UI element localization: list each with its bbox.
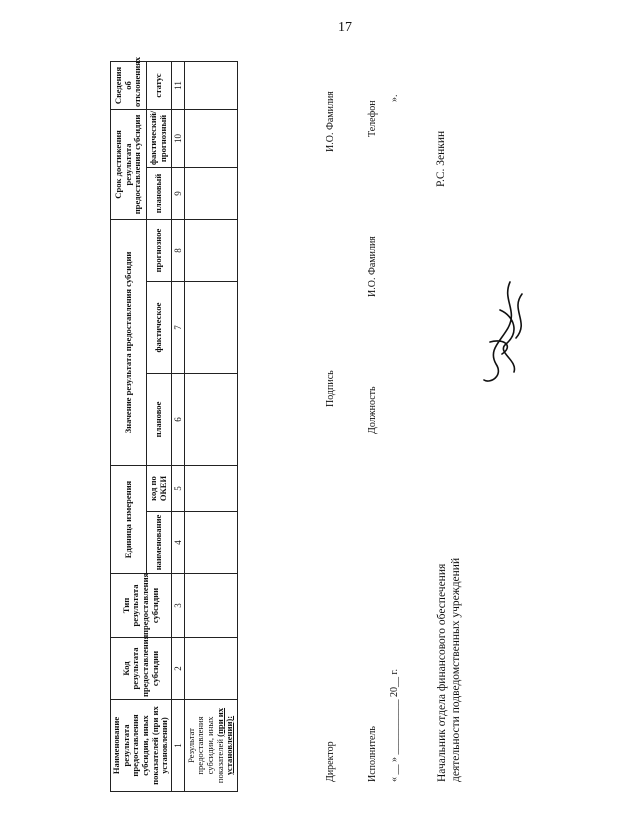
table-cell: [184, 512, 237, 574]
table-row: [184, 61, 237, 791]
column-number-row: [171, 61, 184, 791]
col-number: 11: [171, 61, 184, 109]
phone-label: Телефон: [367, 100, 378, 137]
executor-label: Исполнитель: [367, 726, 378, 782]
table-cell: [184, 282, 237, 374]
header-term: Срок достижения результата предоставления субсидии: [111, 109, 147, 219]
result-row-label-tail: (при их установлении):: [214, 707, 235, 776]
table-cell: [184, 220, 237, 282]
header-value-plan: плановое: [146, 374, 171, 466]
director-name: И.О. Фамилия: [325, 91, 336, 152]
date-year: 20: [389, 687, 400, 697]
header-unit: Единица измерения: [111, 466, 147, 574]
date-suffix: г.: [389, 669, 400, 675]
results-table-wrapper: [110, 56, 310, 792]
page-number: 17: [338, 20, 352, 35]
table-cell: [184, 574, 237, 638]
col-number: 9: [171, 168, 184, 220]
executor-name: И.О. Фамилия: [367, 236, 378, 297]
col-number: 3: [171, 574, 184, 638]
header-code: Код результата предоставления субсидии: [111, 638, 172, 700]
table-cell: [184, 168, 237, 220]
date-line: « __ » ___________ 20__ г.: [389, 669, 400, 782]
result-row-label-main: Результат предоставления субсидии, иных показателей: [185, 716, 225, 784]
table-cell: [184, 466, 237, 512]
header-value-forecast: прогнозное: [146, 220, 171, 282]
col-number: 2: [171, 638, 184, 700]
result-row-label: [184, 700, 237, 792]
col-number: 8: [171, 220, 184, 282]
close-quote: ».: [389, 94, 400, 102]
head-title: Начальник отдела финансового обеспечения деятельности подведомственных учреждений: [436, 557, 463, 782]
results-table: [110, 56, 238, 792]
header-deviation-status: статус: [146, 61, 171, 109]
signature-label: Подпись: [325, 370, 336, 407]
header-value: Значение результата предоставления субсидии: [111, 220, 147, 466]
date-open: «: [389, 777, 400, 782]
col-number: 5: [171, 466, 184, 512]
col-number: 10: [171, 109, 184, 167]
handwritten-signature: [470, 280, 540, 390]
header-value-fact: фактическое: [146, 282, 171, 374]
header-deviation: Сведения об отклонениях: [111, 61, 147, 109]
table-cell: [184, 109, 237, 167]
director-label: Директор: [325, 741, 336, 782]
signature-block: [325, 62, 525, 792]
col-number: 1: [171, 700, 184, 792]
table-cell: [184, 374, 237, 466]
table-cell: [184, 61, 237, 109]
col-number: 7: [171, 282, 184, 374]
header-unit-okei: код по ОКЕИ: [146, 466, 171, 512]
header-term-plan: плановый: [146, 168, 171, 220]
header-type: Тип результата предоставления субсидии: [111, 574, 172, 638]
header-term-fact: фактический/ прогнозный: [146, 109, 171, 167]
date-mid: »: [389, 757, 400, 762]
header-name: Наименование результата предоставления субсидии, иных показателей (при их установлении): [111, 700, 172, 792]
col-number: 6: [171, 374, 184, 466]
table-cell: [184, 638, 237, 700]
position-label: Должность: [367, 386, 378, 434]
col-number: 4: [171, 512, 184, 574]
head-name: Р.С. Зенкин: [435, 130, 447, 187]
header-unit-name: наименование: [146, 512, 171, 574]
